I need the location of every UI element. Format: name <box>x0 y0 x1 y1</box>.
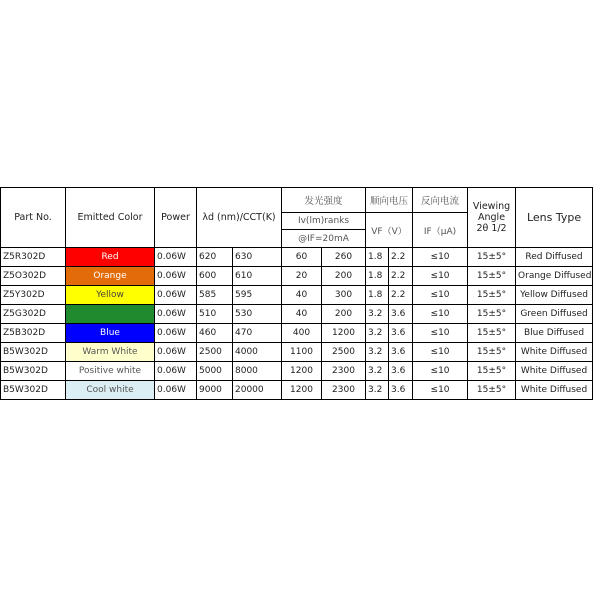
cell-luminous-min: 20 <box>282 267 322 286</box>
cell-lens-type: White Diffused <box>516 381 593 400</box>
cell-viewing-angle: 15±5° <box>468 286 516 305</box>
cell-reverse-current: ≤10 <box>413 305 468 324</box>
cell-luminous-max: 2500 <box>322 343 366 362</box>
cell-wavelength-min: 9000 <box>197 381 233 400</box>
cell-reverse-current: ≤10 <box>413 362 468 381</box>
cell-reverse-current: ≤10 <box>413 267 468 286</box>
viewing-line-1: Viewing <box>472 201 511 212</box>
cell-lens-type: Yellow Diffused <box>516 286 593 305</box>
cell-luminous-max: 1200 <box>322 324 366 343</box>
cell-viewing-angle: 15±5° <box>468 248 516 267</box>
table-row <box>1 248 593 267</box>
cell-vf-max: 3.6 <box>389 305 413 324</box>
cell-lens-type: Green Diffused <box>516 305 593 324</box>
cell-vf-min: 3.2 <box>366 381 389 400</box>
cell-emitted-color: Orange <box>66 267 155 286</box>
viewing-line-2: Angle <box>478 212 506 223</box>
table-row <box>1 343 593 362</box>
table-row <box>1 324 593 343</box>
cell-vf-min: 3.2 <box>366 362 389 381</box>
cell-reverse-current: ≤10 <box>413 286 468 305</box>
cell-luminous-min: 1100 <box>282 343 322 362</box>
cell-lens-type: Red Diffused <box>516 248 593 267</box>
cell-power: 0.06W <box>155 248 197 267</box>
cell-luminous-max: 260 <box>322 248 366 267</box>
header-part-no: Part No. <box>1 188 66 248</box>
cell-wavelength-max: 4000 <box>233 343 282 362</box>
header-vf-unit: VF（V） <box>366 213 413 248</box>
header-wavelength: λd (nm)/CCT(K) <box>197 188 282 248</box>
cell-luminous-min: 1200 <box>282 362 322 381</box>
cell-lens-type: White Diffused <box>516 343 593 362</box>
cell-vf-max: 3.6 <box>389 381 413 400</box>
cell-power: 0.06W <box>155 343 197 362</box>
cell-vf-min: 1.8 <box>366 286 389 305</box>
header-luminous-condition: @IF=20mA <box>282 230 366 248</box>
cell-vf-max: 3.6 <box>389 343 413 362</box>
cell-vf-min: 3.2 <box>366 324 389 343</box>
cell-power: 0.06W <box>155 305 197 324</box>
cell-emitted-color: Blue <box>66 324 155 343</box>
header-lens-type: Lens Type <box>516 188 593 248</box>
table-row <box>1 286 593 305</box>
cell-wavelength-max: 595 <box>233 286 282 305</box>
cell-luminous-max: 300 <box>322 286 366 305</box>
table-row <box>1 362 593 381</box>
table-row <box>1 305 593 324</box>
spec-table-body <box>1 248 593 400</box>
cell-vf-min: 1.8 <box>366 267 389 286</box>
cell-vf-max: 2.2 <box>389 248 413 267</box>
cell-emitted-color: Green <box>66 305 155 324</box>
led-spec-table <box>0 187 593 400</box>
cell-luminous-min: 60 <box>282 248 322 267</box>
cell-luminous-max: 2300 <box>322 381 366 400</box>
cell-emitted-color: Yellow <box>66 286 155 305</box>
cell-viewing-angle: 15±5° <box>468 381 516 400</box>
cell-part-no: B5W302D <box>1 343 66 362</box>
cell-part-no: Z5R302D <box>1 248 66 267</box>
header-reverse-current: 反向电流 <box>413 188 468 213</box>
cell-luminous-min: 40 <box>282 305 322 324</box>
cell-luminous-max: 2300 <box>322 362 366 381</box>
cell-vf-min: 1.8 <box>366 248 389 267</box>
cell-lens-type: White Diffused <box>516 362 593 381</box>
cell-wavelength-max: 610 <box>233 267 282 286</box>
cell-viewing-angle: 15±5° <box>468 305 516 324</box>
cell-lens-type: Blue Diffused <box>516 324 593 343</box>
cell-vf-max: 2.2 <box>389 267 413 286</box>
cell-luminous-min: 400 <box>282 324 322 343</box>
cell-part-no: Z5Y302D <box>1 286 66 305</box>
cell-wavelength-min: 510 <box>197 305 233 324</box>
cell-emitted-color: Red <box>66 248 155 267</box>
cell-viewing-angle: 15±5° <box>468 362 516 381</box>
cell-wavelength-max: 630 <box>233 248 282 267</box>
cell-wavelength-min: 600 <box>197 267 233 286</box>
cell-reverse-current: ≤10 <box>413 381 468 400</box>
cell-part-no: B5W302D <box>1 381 66 400</box>
cell-vf-max: 3.6 <box>389 324 413 343</box>
cell-part-no: Z5O302D <box>1 267 66 286</box>
cell-emitted-color: Positive white <box>66 362 155 381</box>
cell-power: 0.06W <box>155 324 197 343</box>
header-forward-voltage: 顺向电压 <box>366 188 413 213</box>
cell-part-no: Z5G302D <box>1 305 66 324</box>
cell-reverse-current: ≤10 <box>413 343 468 362</box>
cell-lens-type: Orange Diffused <box>516 267 593 286</box>
header-viewing-angle <box>468 188 516 248</box>
header-luminous-ranks: Iv(lm)ranks <box>282 213 366 230</box>
cell-vf-max: 3.6 <box>389 362 413 381</box>
cell-wavelength-min: 460 <box>197 324 233 343</box>
header-emitted-color: Emitted Color <box>66 188 155 248</box>
cell-wavelength-max: 8000 <box>233 362 282 381</box>
cell-luminous-max: 200 <box>322 267 366 286</box>
cell-viewing-angle: 15±5° <box>468 343 516 362</box>
cell-vf-min: 3.2 <box>366 305 389 324</box>
cell-wavelength-max: 20000 <box>233 381 282 400</box>
cell-luminous-min: 40 <box>282 286 322 305</box>
table-row <box>1 381 593 400</box>
cell-luminous-min: 1200 <box>282 381 322 400</box>
header-luminous-intensity: 发光强度 <box>282 188 366 213</box>
cell-luminous-max: 200 <box>322 305 366 324</box>
table-row <box>1 267 593 286</box>
cell-power: 0.06W <box>155 267 197 286</box>
cell-wavelength-min: 585 <box>197 286 233 305</box>
cell-wavelength-min: 2500 <box>197 343 233 362</box>
cell-vf-min: 3.2 <box>366 343 389 362</box>
cell-power: 0.06W <box>155 362 197 381</box>
cell-reverse-current: ≤10 <box>413 248 468 267</box>
cell-emitted-color: Warm White <box>66 343 155 362</box>
cell-wavelength-min: 620 <box>197 248 233 267</box>
cell-viewing-angle: 15±5° <box>468 324 516 343</box>
header-ir-unit: IF（μA) <box>413 213 468 248</box>
viewing-line-3: 2θ 1/2 <box>476 223 507 234</box>
header-power: Power <box>155 188 197 248</box>
cell-reverse-current: ≤10 <box>413 324 468 343</box>
cell-vf-max: 2.2 <box>389 286 413 305</box>
cell-power: 0.06W <box>155 381 197 400</box>
cell-wavelength-max: 470 <box>233 324 282 343</box>
cell-viewing-angle: 15±5° <box>468 267 516 286</box>
cell-emitted-color: Cool white <box>66 381 155 400</box>
cell-wavelength-max: 530 <box>233 305 282 324</box>
cell-part-no: B5W302D <box>1 362 66 381</box>
cell-power: 0.06W <box>155 286 197 305</box>
cell-part-no: Z5B302D <box>1 324 66 343</box>
cell-wavelength-min: 5000 <box>197 362 233 381</box>
